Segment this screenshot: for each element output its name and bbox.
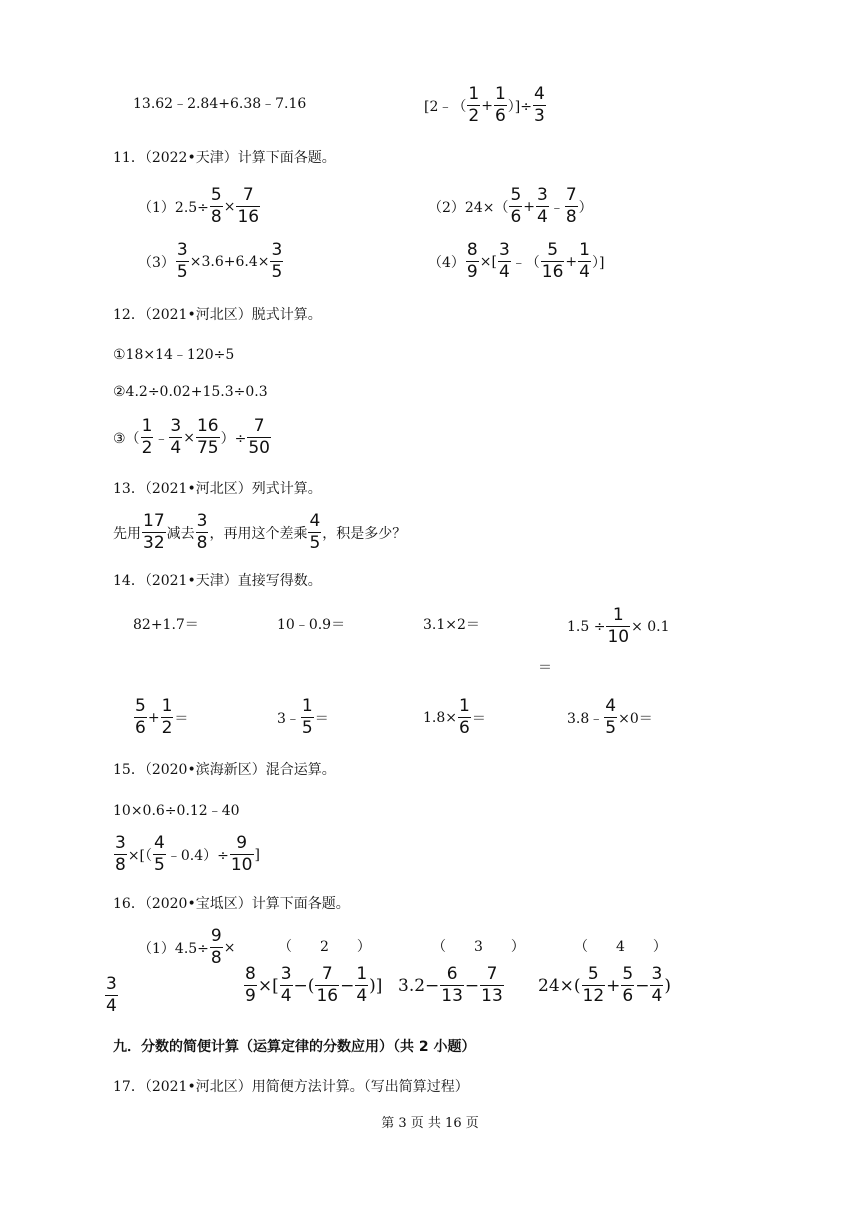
fraction: $\frac{3}{4}$ — [651, 964, 663, 1006]
fraction: $\frac{3}{5}$ — [176, 240, 188, 282]
q11-part4 — [428, 242, 604, 281]
text: ＝ — [314, 710, 329, 727]
text: （2）24×（ — [428, 199, 509, 216]
q16-part1 — [138, 928, 235, 967]
q15-title: 15．（2020•滨海新区）混合运算。 — [113, 762, 336, 778]
q14-item5 — [133, 698, 188, 737]
fraction: $\frac{5}{16}$ — [541, 240, 564, 282]
text: ＝ — [471, 710, 486, 727]
expr-b — [424, 86, 547, 125]
text: ﹣（ — [511, 254, 540, 271]
q15-expr1: 10×0.6÷0.12﹣40 — [113, 803, 240, 819]
q16-label4: （ 4 ） — [574, 939, 667, 955]
text: ，积是多少？ — [322, 525, 407, 542]
fraction: $\frac{3}{4}$ — [280, 964, 292, 1006]
text: ] — [254, 846, 260, 863]
text: 3.2− — [398, 975, 440, 996]
q14-item4 — [567, 607, 670, 646]
text: ）] — [591, 254, 605, 271]
fraction: $\frac{1}{10}$ — [607, 605, 630, 647]
fraction: $\frac{4}{5}$ — [309, 511, 321, 553]
q14-item1: 82+1.7＝ — [133, 617, 199, 633]
text: ×0＝ — [618, 710, 653, 727]
q16-label2: （ 2 ） — [278, 939, 371, 955]
text: ）÷ — [220, 430, 247, 447]
operator: + — [147, 709, 160, 726]
q14-item7 — [423, 698, 486, 737]
text: （1）2.5÷ — [138, 199, 209, 216]
q15-expr2 — [113, 835, 260, 874]
operator: × — [223, 198, 236, 215]
operator: − — [635, 975, 650, 996]
fraction: $\frac{5}{12}$ — [582, 964, 605, 1006]
fraction: $\frac{9}{10}$ — [230, 833, 253, 875]
operator: − — [464, 975, 480, 996]
fraction: $\frac{7}{16}$ — [237, 185, 260, 227]
text: ，再用这个差乘 — [209, 525, 308, 542]
q14-item8 — [567, 698, 653, 737]
fraction: $\frac{16}{75}$ — [196, 416, 219, 458]
fraction: $\frac{6}{13}$ — [441, 964, 463, 1006]
fraction: $\frac{5}{6}$ — [135, 696, 146, 738]
fraction: $\frac{5}{6}$ — [510, 185, 522, 227]
text: ③（ — [113, 430, 140, 447]
expr-a: 13.62﹣2.84+6.38﹣7.16 — [133, 96, 307, 112]
operator: × — [223, 939, 236, 956]
fraction: $\frac{9}{8}$ — [210, 926, 222, 968]
fraction: $\frac{3}{5}$ — [271, 240, 283, 282]
fraction: $\frac{7}{13}$ — [481, 964, 503, 1006]
operator: ﹣ — [154, 430, 169, 447]
fraction: $\frac{3}{4}$ — [106, 974, 117, 1016]
text: ×[（ — [127, 847, 153, 864]
text: 1.8× — [423, 709, 457, 726]
text: ×3.6+6.4× — [189, 253, 270, 270]
fraction: $\frac{3}{8}$ — [196, 511, 208, 553]
text: 1.5 ÷ — [567, 618, 606, 635]
text: )] — [369, 975, 383, 996]
q16-label3: （ 3 ） — [432, 939, 525, 955]
section-heading: 九．分数的简便计算（运算定律的分数应用）（共 2 小题） — [113, 1039, 476, 1055]
text: （1）4.5÷ — [138, 940, 209, 957]
fraction: $\frac{1}{2}$ — [161, 696, 173, 738]
q11-title: 11．（2022•天津）计算下面各题。 — [113, 150, 336, 166]
fraction: $\frac{1}{2}$ — [468, 84, 480, 126]
text: ） — [578, 199, 593, 216]
text: ×[ — [479, 253, 497, 270]
q12-title: 12．（2021•河北区）脱式计算。 — [113, 307, 322, 323]
q14-item3: 3.1×2＝ — [423, 617, 480, 633]
text: 减去 — [166, 525, 195, 542]
fraction: $\frac{3}{4}$ — [170, 416, 182, 458]
q16-part2 — [243, 966, 382, 1005]
fraction: $\frac{4}{3}$ — [533, 84, 545, 126]
q14-item2: 10﹣0.9＝ — [277, 617, 346, 633]
fraction: $\frac{3}{4}$ — [537, 185, 548, 227]
operator: + — [481, 97, 493, 114]
fraction: $\frac{3}{8}$ — [115, 833, 126, 875]
text: −( — [293, 975, 315, 996]
q11-part1 — [138, 187, 261, 226]
fraction: $\frac{1}{6}$ — [494, 84, 506, 126]
q11-part2 — [428, 187, 593, 226]
fraction: $\frac{1}{2}$ — [141, 416, 153, 458]
text: 3.8﹣ — [567, 710, 604, 727]
text: ﹣0.4）÷ — [166, 847, 229, 864]
operator: − — [340, 975, 355, 996]
fraction: $\frac{5}{8}$ — [210, 185, 222, 227]
q16-part1-tail — [104, 976, 119, 1015]
fraction: $\frac{8}{9}$ — [245, 964, 256, 1006]
operator: ﹣ — [549, 199, 564, 216]
operator: + — [606, 975, 621, 996]
fraction: $\frac{4}{5}$ — [154, 833, 165, 875]
fraction: $\frac{1}{6}$ — [459, 696, 470, 738]
q17-title: 17．（2021•河北区）用简便方法计算。（写出简算过程） — [113, 1079, 469, 1095]
fraction: $\frac{3}{4}$ — [498, 240, 510, 282]
q16-part3 — [398, 966, 505, 1005]
q11-part3 — [138, 242, 284, 281]
text: 3﹣ — [277, 710, 300, 727]
fraction: $\frac{4}{5}$ — [605, 696, 617, 738]
operator: + — [523, 198, 536, 215]
q12-expr1: ①18×14﹣120÷5 — [113, 347, 235, 363]
q12-expr3 — [113, 418, 272, 457]
fraction: $\frac{1}{4}$ — [579, 240, 590, 282]
text: ) — [664, 975, 671, 996]
text: ×[ — [257, 975, 279, 996]
text: （4） — [428, 254, 465, 271]
fraction: $\frac{1}{4}$ — [356, 964, 368, 1006]
text: （3） — [138, 254, 175, 271]
fraction: $\frac{1}{5}$ — [301, 696, 313, 738]
text: 24×( — [538, 975, 581, 996]
operator: + — [565, 253, 578, 270]
expr-b-pre: [2﹣（ — [424, 98, 467, 115]
fraction: $\frac{7}{8}$ — [565, 185, 577, 227]
q14-item4-equals: ＝ — [538, 660, 552, 676]
q14-item6 — [277, 698, 329, 737]
text: ＝ — [174, 710, 189, 727]
text: × 0.1 — [631, 618, 670, 635]
q13-title: 13．（2021•河北区）列式计算。 — [113, 481, 322, 497]
q12-expr2: ②4.2÷0.02+15.3÷0.3 — [113, 384, 268, 400]
operator: ）]÷ — [507, 98, 532, 115]
page-number: 第 3 页 共 16 页 — [381, 1116, 479, 1131]
fraction: $\frac{8}{9}$ — [466, 240, 478, 282]
fraction: $\frac{17}{32}$ — [143, 511, 165, 553]
q16-part4 — [538, 966, 671, 1005]
q14-title: 14．（2021•天津）直接写得数。 — [113, 573, 322, 589]
fraction: $\frac{5}{6}$ — [622, 964, 634, 1006]
fraction: $\frac{7}{50}$ — [248, 416, 270, 458]
text: 先用 — [113, 525, 141, 542]
q13-body — [113, 513, 406, 552]
operator: × — [183, 429, 195, 446]
fraction: $\frac{7}{16}$ — [316, 964, 339, 1006]
q16-title: 16．（2020•宝坻区）计算下面各题。 — [113, 896, 350, 912]
